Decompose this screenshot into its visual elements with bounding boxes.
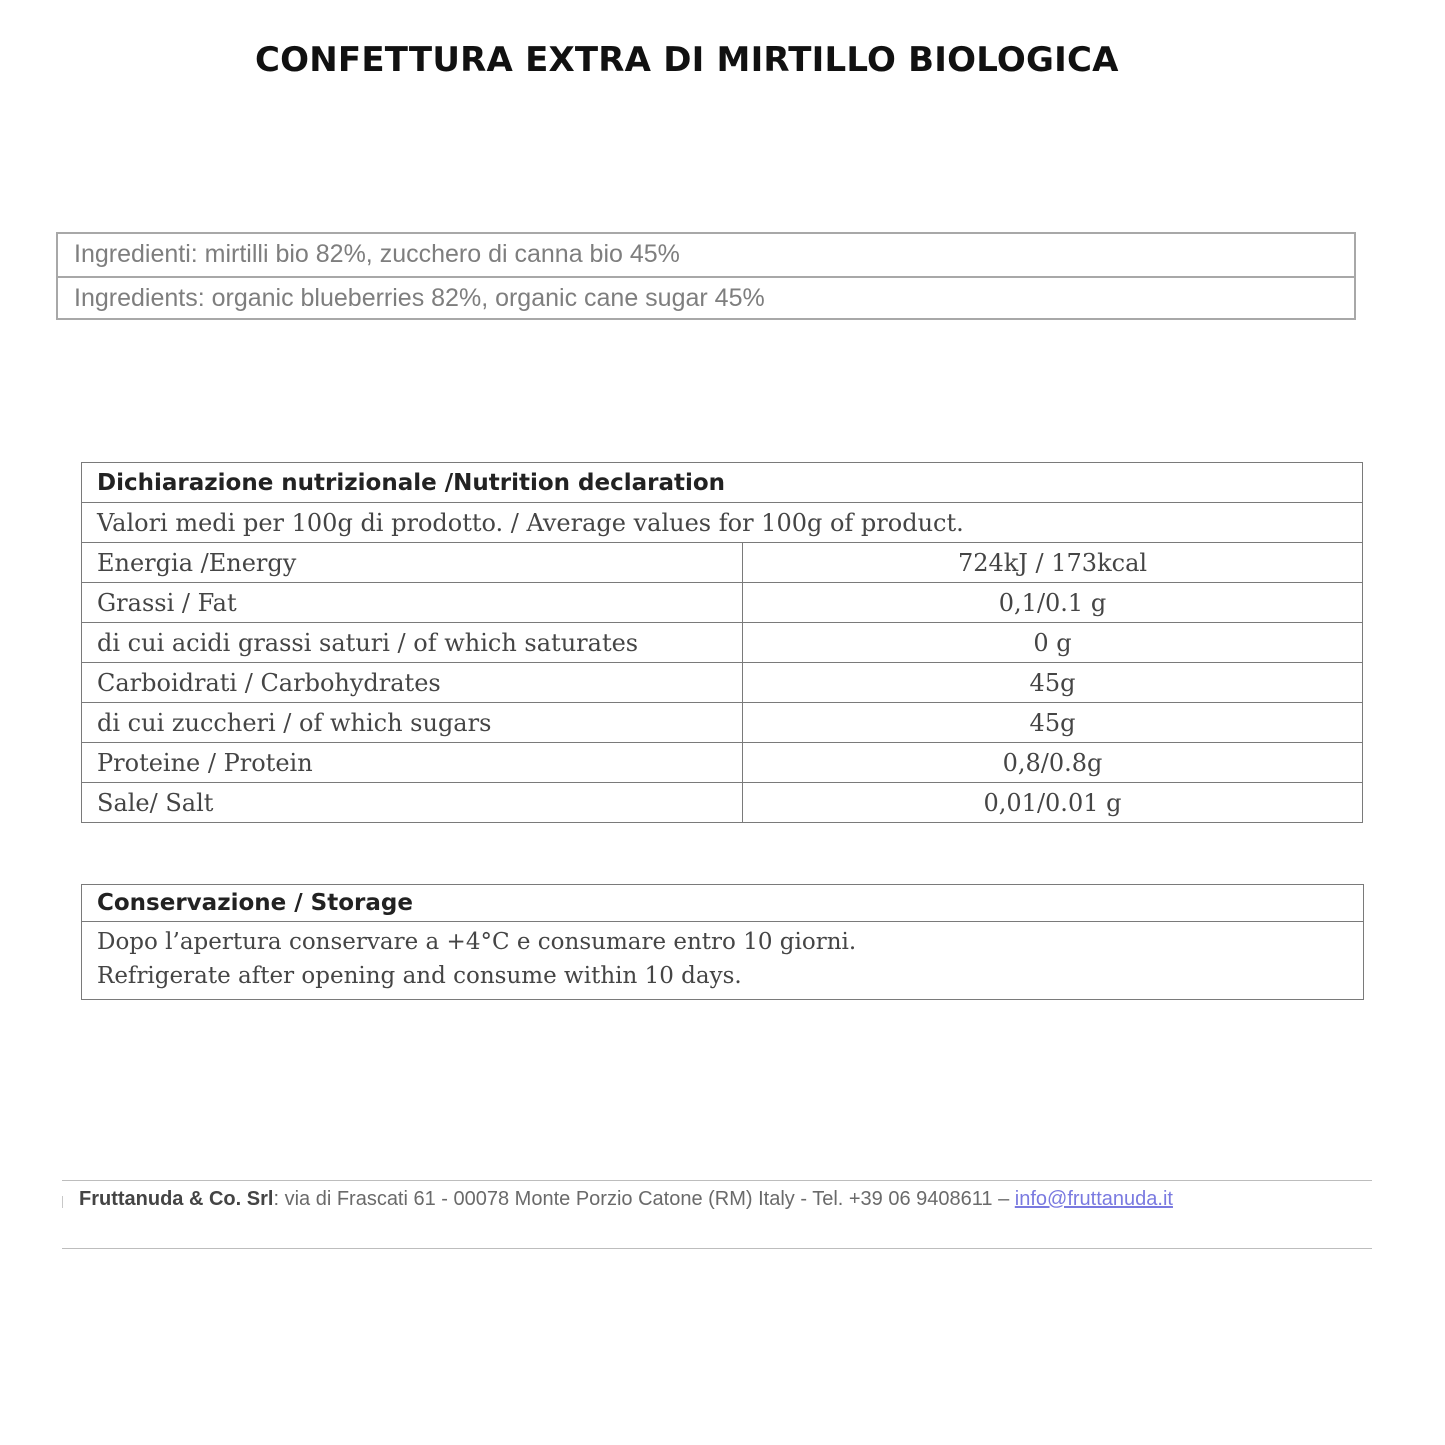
nutrition-table bbox=[81, 462, 1363, 823]
ingredients-english: Ingredients: organic blueberries 82%, organic cane sugar 45% bbox=[58, 276, 1354, 318]
table-row bbox=[82, 623, 1363, 663]
storage-body bbox=[82, 922, 1363, 999]
table-row bbox=[82, 703, 1363, 743]
nutrient-label: di cui acidi grassi saturi / of which saturates bbox=[82, 623, 743, 663]
table-row bbox=[82, 743, 1363, 783]
nutrient-value: 724kJ / 173kcal bbox=[743, 543, 1363, 583]
nutrient-label: Proteine / Protein bbox=[82, 743, 743, 783]
footer-address: : via di Frascati 61 - 00078 Monte Porzio Catone (RM) Italy - Tel. +39 06 9408611 – bbox=[273, 1188, 1015, 1210]
nutrition-header: Dichiarazione nutrizionale /Nutrition declaration bbox=[82, 463, 1363, 503]
nutrient-label: Sale/ Salt bbox=[82, 783, 743, 823]
nutrient-value: 0,8/0.8g bbox=[743, 743, 1363, 783]
nutrient-label: Carboidrati / Carbohydrates bbox=[82, 663, 743, 703]
storage-line-english: Refrigerate after opening and consume within 10 days. bbox=[97, 963, 742, 989]
table-row bbox=[82, 663, 1363, 703]
storage-line-italian: Dopo l’apertura conservare a +4°C e consumare entro 10 giorni. bbox=[97, 929, 857, 955]
nutrient-value: 0 g bbox=[743, 623, 1363, 663]
nutrient-value: 0,1/0.1 g bbox=[743, 583, 1363, 623]
nutrient-label: di cui zuccheri / of which sugars bbox=[82, 703, 743, 743]
table-row bbox=[82, 783, 1363, 823]
table-row bbox=[82, 543, 1363, 583]
storage-header: Conservazione / Storage bbox=[82, 885, 1363, 922]
ingredients-box bbox=[56, 232, 1356, 320]
nutrition-subheader-row bbox=[82, 503, 1363, 543]
footer-company: Fruttanuda & Co. Srl bbox=[79, 1188, 274, 1210]
page-title: CONFETTURA EXTRA DI MIRTILLO BIOLOGICA bbox=[255, 40, 1119, 80]
footer-tick-mark bbox=[62, 1196, 63, 1208]
footer bbox=[79, 1188, 1173, 1211]
footer-bottom-divider bbox=[62, 1248, 1372, 1249]
storage-box bbox=[81, 884, 1364, 1000]
nutrient-value: 0,01/0.01 g bbox=[743, 783, 1363, 823]
nutrition-header-row bbox=[82, 463, 1363, 503]
nutrient-label: Grassi / Fat bbox=[82, 583, 743, 623]
footer-top-divider bbox=[62, 1180, 1372, 1181]
nutrient-label: Energia /Energy bbox=[82, 543, 743, 583]
table-row bbox=[82, 583, 1363, 623]
nutrient-value: 45g bbox=[743, 703, 1363, 743]
nutrient-value: 45g bbox=[743, 663, 1363, 703]
ingredients-italian: Ingredienti: mirtilli bio 82%, zucchero di canna bio 45% bbox=[74, 240, 680, 268]
footer-email-link[interactable]: info@fruttanuda.it bbox=[1014, 1188, 1173, 1210]
nutrition-subheader: Valori medi per 100g di prodotto. / Average values for 100g of product. bbox=[82, 503, 1363, 543]
